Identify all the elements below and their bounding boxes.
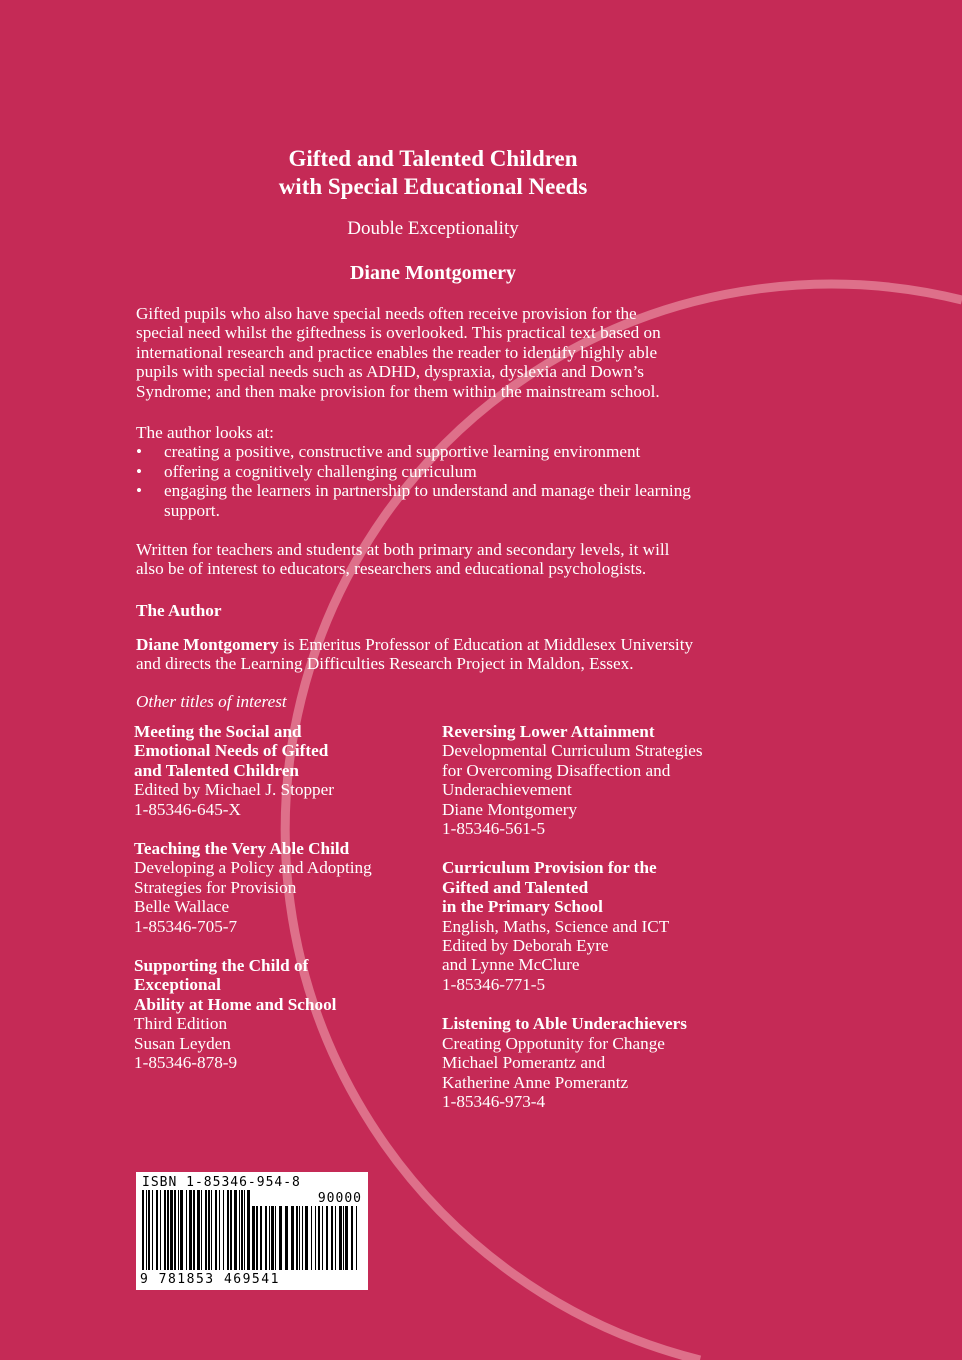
- barcode-bar: [269, 1206, 270, 1270]
- price-code: 90000: [317, 1191, 362, 1206]
- barcode-bar: [318, 1206, 320, 1270]
- about-author-heading: The Author: [136, 601, 222, 620]
- barcode-bar: [219, 1190, 220, 1270]
- book-entry-detail-line: Strategies for Provision: [134, 877, 297, 897]
- book-entry-title-line: Curriculum Provision for the: [442, 858, 657, 878]
- barcode-bar: [215, 1190, 217, 1270]
- book-entry-detail-line: Katherine Anne Pomerantz: [442, 1072, 629, 1092]
- barcode-bar: [152, 1190, 153, 1270]
- isbn-barcode: [136, 1172, 368, 1290]
- book-entry-detail-line: 1-85346-705-7: [134, 916, 238, 936]
- book-entry-detail-line: and Lynne McClure: [442, 955, 580, 975]
- barcode-bar: [234, 1190, 237, 1270]
- barcode-bar: [205, 1190, 207, 1270]
- looks-at-item-line: • offering a cognitively challenging curriculum: [164, 461, 477, 481]
- description-line: Syndrome; and then make provision for them within the mainstream school.: [136, 381, 660, 401]
- book-entry-title-line: Exceptional: [134, 975, 221, 995]
- barcode-bar: [142, 1190, 144, 1270]
- book-entry-detail-line: Creating Oppotunity for Change: [442, 1033, 665, 1053]
- book-entry-detail-line: 1-85346-561-5: [442, 819, 546, 839]
- other-titles-left-column: [134, 722, 434, 1093]
- barcode-bar: [178, 1190, 179, 1270]
- description-line: pupils with special needs such as ADHD, dyspraxia, dyslexia and Down’s: [136, 362, 644, 382]
- book-entry-title-line: Teaching the Very Able Child: [134, 839, 350, 859]
- description: [136, 304, 746, 401]
- description-line: special need whilst the giftedness is overlooked. This practical text based on: [136, 323, 661, 343]
- looks-at-intro: The author looks at:: [136, 423, 274, 442]
- barcode-bar: [271, 1206, 274, 1270]
- barcode-bar: [339, 1206, 342, 1270]
- barcode-bar: [345, 1206, 348, 1270]
- barcode-bar: [331, 1206, 333, 1270]
- book-entry-title-line: Ability at Home and School: [134, 994, 337, 1014]
- looks-at-item: [136, 481, 746, 520]
- looks-at-item: [136, 442, 746, 461]
- barcode-bar: [351, 1206, 353, 1270]
- book-entry-detail-line: 1-85346-645-X: [134, 799, 241, 819]
- book-entry-title-line: in the Primary School: [442, 897, 603, 917]
- barcode-bar: [160, 1190, 161, 1270]
- book-entry: [442, 858, 742, 994]
- barcode-bar: [311, 1206, 312, 1270]
- looks-at-item-line: • engaging the learners in partnership to understand and manage their learning: [164, 481, 691, 501]
- author-bio-line2: and directs the Learning Difficulties Research Project in Maldon, Essex.: [136, 654, 634, 674]
- barcode-bar: [335, 1206, 336, 1270]
- looks-at-item-line: • creating a positive, constructive and supportive learning environment: [164, 442, 641, 462]
- book-entry: [134, 839, 434, 936]
- book-entry-detail-line: English, Maths, Science and ICT: [442, 916, 670, 936]
- book-entry-title-line: Listening to Able Underachievers: [442, 1014, 687, 1034]
- book-entry-title-line: Supporting the Child of: [134, 956, 309, 976]
- book-entry-title-line: Reversing Lower Attainment: [442, 722, 655, 741]
- barcode-bar: [244, 1190, 245, 1270]
- barcode-bar: [322, 1206, 323, 1270]
- barcode-bar: [146, 1190, 147, 1270]
- barcode-bar: [186, 1190, 187, 1270]
- book-entry-detail-line: Edited by Michael J. Stopper: [134, 780, 335, 800]
- barcode-bar: [189, 1190, 192, 1270]
- author-bio: [136, 635, 746, 674]
- description-line: international research and practice enables the reader to identify highly able: [136, 342, 658, 362]
- barcode-bar: [227, 1190, 229, 1270]
- ean-digits: 9 781853 469541: [140, 1272, 280, 1287]
- book-entry-detail-line: Michael Pomerantz and: [442, 1053, 606, 1073]
- barcode-bar: [170, 1190, 173, 1270]
- barcode-bar: [180, 1190, 183, 1270]
- audience-statement: [136, 540, 746, 579]
- book-entry: [134, 722, 434, 819]
- book-entry-detail-line: for Overcoming Disaffection and: [442, 760, 671, 780]
- barcode-bar: [197, 1190, 200, 1270]
- barcode-bar: [193, 1190, 195, 1270]
- barcode-bar: [208, 1190, 210, 1270]
- book-entry-detail-line: 1-85346-973-4: [442, 1091, 546, 1111]
- barcode-bar: [241, 1190, 243, 1270]
- barcode-bar: [256, 1206, 258, 1270]
- author-name: Diane Montgomery: [349, 262, 517, 284]
- barcode-bar: [326, 1206, 328, 1270]
- barcode-bar: [275, 1206, 276, 1270]
- book-entry-detail-line: Susan Leyden: [134, 1033, 231, 1053]
- barcode-bar: [167, 1190, 169, 1270]
- book-entry: [442, 1014, 742, 1111]
- book-entry-title-line: and Talented Children: [134, 760, 299, 780]
- book-entry-detail-line: Diane Montgomery: [442, 799, 578, 819]
- barcode-bar: [265, 1206, 267, 1270]
- title-line: with Special Educational Needs: [278, 174, 588, 199]
- barcode-bar: [223, 1190, 224, 1270]
- barcode-bar: [285, 1206, 288, 1270]
- barcode-bar: [201, 1190, 202, 1270]
- book-entry-detail-line: Belle Wallace: [134, 897, 230, 917]
- author-bio-line1: is Emeritus Professor of Education at Middlesex University: [278, 635, 694, 654]
- book-entry-detail-line: Developing a Policy and Adopting: [134, 858, 372, 878]
- book-entry: [134, 956, 434, 1072]
- audience-line: also be of interest to educators, researchers and educational psychologists.: [136, 559, 647, 579]
- barcode-bar: [302, 1206, 303, 1270]
- barcode-bar: [247, 1190, 250, 1270]
- book-entry-detail-line: Edited by Deborah Eyre: [442, 936, 609, 956]
- barcode-bar: [315, 1206, 316, 1270]
- barcode-bar: [164, 1190, 166, 1270]
- book-entry-title-line: Meeting the Social and: [134, 722, 302, 741]
- looks-at-item: [136, 462, 746, 481]
- other-titles-right-column: [442, 722, 742, 1131]
- book-entry-detail-line: Underachievement: [442, 780, 572, 800]
- description-line: Gifted pupils who also have special needs often receive provision for the: [136, 304, 637, 323]
- barcode-bar: [230, 1190, 232, 1270]
- barcode-bar: [279, 1206, 282, 1270]
- barcode-bar: [305, 1206, 308, 1270]
- book-title: [0, 145, 866, 201]
- audience-line: Written for teachers and students at both primary and secondary levels, it will: [136, 540, 670, 559]
- title-line: Gifted and Talented Children: [288, 146, 578, 171]
- barcode-bar: [252, 1206, 255, 1270]
- barcode-bar: [296, 1206, 298, 1270]
- book-entry-detail-line: Third Edition: [134, 1014, 228, 1034]
- barcode-bars: [140, 1190, 364, 1272]
- author-bio-name: Diane Montgomery: [136, 635, 279, 654]
- book-entry: [442, 722, 742, 838]
- book-entry-detail-line: 1-85346-878-9: [134, 1053, 238, 1073]
- barcode-bar: [291, 1206, 294, 1270]
- barcode-bar: [148, 1190, 150, 1270]
- barcode-bar: [343, 1206, 344, 1270]
- barcode-bar: [174, 1190, 176, 1270]
- barcode-bar: [260, 1206, 262, 1270]
- book-entry-detail-line: Developmental Curriculum Strategies: [442, 741, 703, 761]
- book-subtitle: Double Exceptionality: [347, 218, 519, 239]
- barcode-bar: [299, 1206, 300, 1270]
- book-entry-title-line: Gifted and Talented: [442, 877, 589, 897]
- author-looks-at: [136, 423, 746, 520]
- looks-at-item-line: support.: [164, 500, 220, 520]
- barcode-bar: [211, 1190, 212, 1270]
- book-entry-title-line: Emotional Needs of Gifted: [134, 741, 329, 761]
- other-titles-heading: Other titles of interest: [136, 692, 287, 711]
- looks-at-list: [136, 442, 746, 520]
- barcode-bar: [239, 1190, 240, 1270]
- barcode-bar: [356, 1206, 357, 1270]
- isbn-text: ISBN 1-85346-954-8: [142, 1175, 301, 1190]
- book-entry-detail-line: 1-85346-771-5: [442, 974, 546, 994]
- barcode-bar: [156, 1190, 158, 1270]
